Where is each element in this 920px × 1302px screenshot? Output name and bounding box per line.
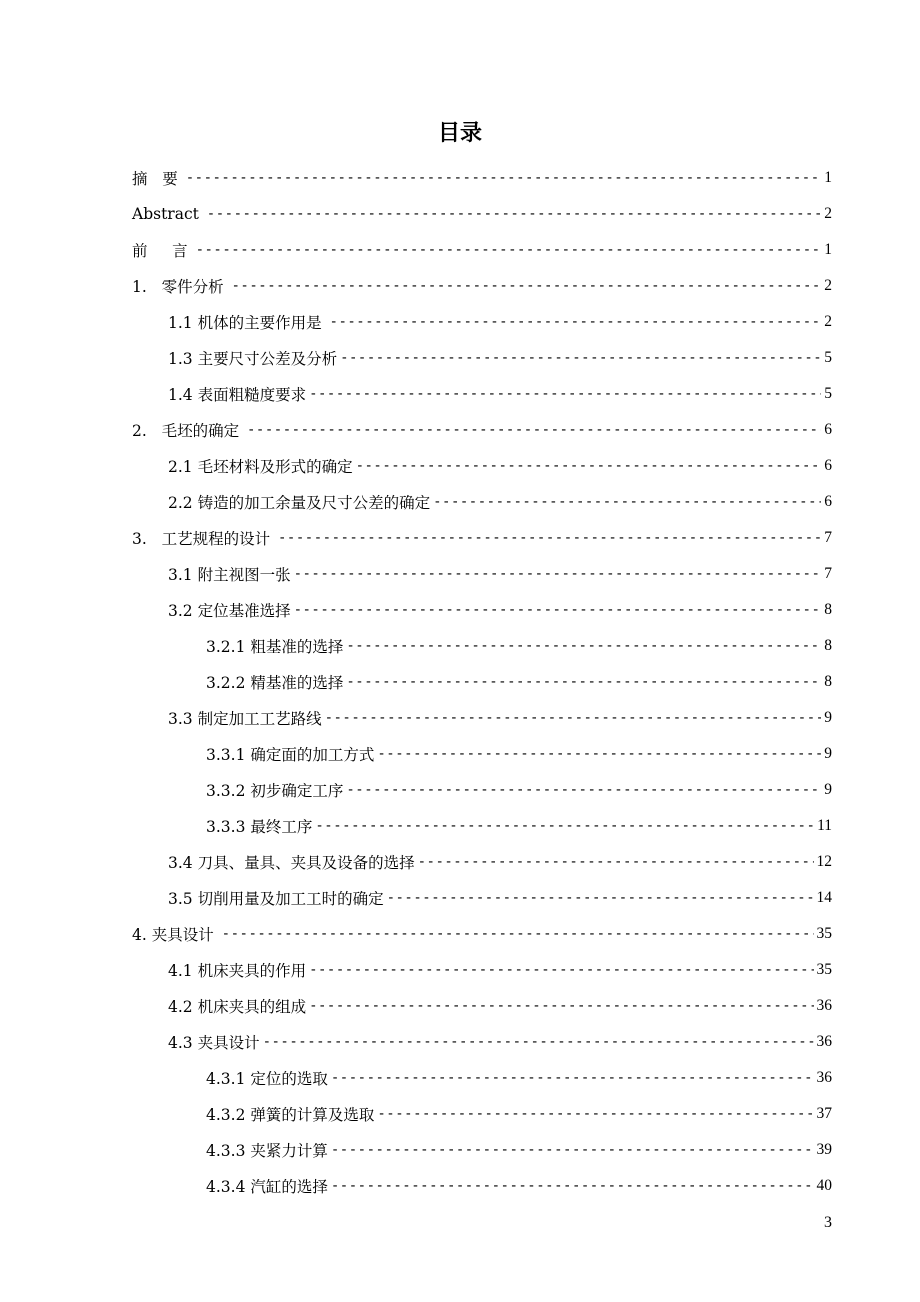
toc-entry-label: 4.3.3 夹紧力计算: [206, 1142, 328, 1160]
toc-entry[interactable]: [132, 272, 832, 300]
toc-entry-label: 4. 夹具设计: [132, 926, 219, 944]
toc-entry-page: 36: [816, 997, 832, 1014]
toc-leader-dashes: [315, 818, 814, 834]
toc-leader-dashes: [247, 422, 821, 438]
toc-entry-page: 12: [816, 853, 832, 870]
toc-entry-label: 1.4 表面粗糙度要求: [168, 386, 307, 404]
toc-entry-label: 3.3.3 最终工序: [206, 818, 313, 836]
toc-entry-label: 1. 零件分析: [132, 278, 229, 296]
toc-entry-label: 2. 毛坯的确定: [132, 422, 244, 440]
toc-entry[interactable]: [132, 920, 832, 948]
toc-leader-dashes: [186, 170, 822, 186]
toc-entry[interactable]: [168, 992, 832, 1020]
toc-entry[interactable]: [132, 416, 832, 444]
toc-leader-dashes: [377, 1106, 813, 1122]
toc-entry-page: 36: [816, 1033, 832, 1050]
toc-entry-label: 3.2 定位基准选择: [168, 602, 291, 620]
toc-entry-label: 3.3.2 初步确定工序: [206, 782, 344, 800]
toc-entry-page: 11: [817, 817, 832, 834]
toc-entry[interactable]: [168, 344, 832, 372]
toc-entry-page: 1: [824, 169, 832, 186]
toc-entry-label: Abstract: [132, 205, 204, 223]
toc-entry-page: 6: [824, 493, 832, 510]
toc-entry[interactable]: [168, 1028, 832, 1056]
toc-entry[interactable]: [206, 632, 832, 660]
toc-entry-label: 3.3.1 确定面的加工方式: [206, 746, 375, 764]
toc-entry[interactable]: [168, 560, 832, 588]
toc-leader-dashes: [309, 998, 813, 1014]
toc-entry[interactable]: [168, 308, 832, 336]
toc-leader-dashes: [418, 854, 814, 870]
toc-leader-dashes: [331, 1070, 814, 1086]
toc-entry-page: 8: [824, 673, 832, 690]
toc-entry-page: 5: [824, 385, 832, 402]
toc-leader-dashes: [433, 494, 821, 510]
toc-leader-dashes: [278, 530, 821, 546]
toc-entry-label: 3.5 切削用量及加工工时的确定: [168, 890, 384, 908]
toc-entry[interactable]: [206, 1172, 832, 1200]
toc-entry-page: 36: [816, 1069, 832, 1086]
toc-entry-page: 2: [824, 205, 832, 222]
toc-entry-label: 前 言: [132, 242, 193, 260]
toc-entry[interactable]: [206, 740, 832, 768]
page-number: 3: [824, 1214, 832, 1231]
toc-entry-label: 摘 要: [132, 170, 183, 188]
toc-leader-dashes: [340, 350, 821, 366]
toc-entry-label: 4.2 机床夹具的组成: [168, 998, 307, 1016]
toc-entry-page: 9: [824, 745, 832, 762]
toc-entry-label: 1.3 主要尺寸公差及分析: [168, 350, 338, 368]
toc-leader-dashes: [346, 782, 821, 798]
toc-leader-dashes: [331, 1142, 814, 1158]
toc-entry[interactable]: [168, 488, 832, 516]
toc-entry-label: 3. 工艺规程的设计: [132, 530, 275, 548]
toc-entry-page: 37: [816, 1105, 832, 1122]
toc-entry-page: 35: [816, 925, 832, 942]
toc-entry-label: 4.3.4 汽缸的选择: [206, 1178, 328, 1196]
toc-entry[interactable]: [206, 812, 832, 840]
toc-entry-page: 7: [824, 565, 832, 582]
toc-entry-page: 9: [824, 781, 832, 798]
toc-leader-dashes: [263, 1034, 814, 1050]
toc-entry-label: 3.3 制定加工工艺路线: [168, 710, 322, 728]
toc-leader-dashes: [377, 746, 821, 762]
toc-leader-dashes: [294, 602, 822, 618]
toc-title: 目录: [437, 121, 482, 146]
toc-entry-page: 7: [824, 529, 832, 546]
toc-leader-dashes: [346, 674, 821, 690]
toc-entry-page: 1: [824, 241, 832, 258]
toc-leader-dashes: [196, 242, 822, 258]
toc-entry[interactable]: [206, 1064, 832, 1092]
toc-entry-label: 2.1 毛坯材料及形式的确定: [168, 458, 353, 476]
toc-entry-page: 5: [824, 349, 832, 366]
toc-entry-page: 35: [816, 961, 832, 978]
toc-leader-dashes: [331, 1178, 814, 1194]
toc-entry-label: 4.3 夹具设计: [168, 1034, 260, 1052]
toc-leader-dashes: [325, 710, 822, 726]
toc-entry[interactable]: [168, 704, 832, 732]
toc-entry[interactable]: [168, 596, 832, 624]
toc-leader-dashes: [387, 890, 814, 906]
toc-leader-dashes: [309, 962, 813, 978]
toc-entry-label: 4.3.1 定位的选取: [206, 1070, 328, 1088]
toc-entry[interactable]: [206, 776, 832, 804]
toc-entry[interactable]: [132, 524, 832, 552]
toc-leader-dashes: [207, 206, 821, 222]
toc-entry-label: 3.2.2 精基准的选择: [206, 674, 344, 692]
toc-entry-page: 2: [824, 313, 832, 330]
toc-entry-page: 2: [824, 277, 832, 294]
toc-entry-page: 14: [816, 889, 832, 906]
toc-entry[interactable]: [168, 956, 832, 984]
toc-entry[interactable]: [168, 848, 832, 876]
toc-entry-label: 4.1 机床夹具的作用: [168, 962, 307, 980]
toc-entry-label: 3.1 附主视图一张: [168, 566, 291, 584]
toc-leader-dashes: [232, 278, 822, 294]
toc-entry[interactable]: [206, 1100, 832, 1128]
toc-entry-label: 1.1 机体的主要作用是: [168, 314, 327, 332]
toc-entry-page: 9: [824, 709, 832, 726]
toc-leader-dashes: [294, 566, 822, 582]
toc-entry-label: 3.2.1 粗基准的选择: [206, 638, 344, 656]
toc-entry[interactable]: [132, 164, 832, 192]
toc-entry-page: 6: [824, 421, 832, 438]
toc-entry[interactable]: [206, 1136, 832, 1164]
toc-leader-dashes: [330, 314, 822, 330]
toc-entry-page: 8: [824, 637, 832, 654]
toc-leader-dashes: [222, 926, 814, 942]
toc-entry[interactable]: [206, 668, 832, 696]
toc-entry-page: 8: [824, 601, 832, 618]
toc-entry[interactable]: [132, 236, 832, 264]
toc-entry[interactable]: [168, 380, 832, 408]
toc-entry-page: 40: [816, 1177, 832, 1194]
toc-entry[interactable]: [132, 200, 832, 228]
toc-leader-dashes: [309, 386, 821, 402]
toc-leader-dashes: [346, 638, 821, 654]
toc-entry-label: 2.2 铸造的加工余量及尺寸公差的确定: [168, 494, 431, 512]
toc-entry-page: 39: [816, 1141, 832, 1158]
toc-entry-page: 6: [824, 457, 832, 474]
toc-entry-label: 4.3.2 弹簧的计算及选取: [206, 1106, 375, 1124]
toc-leader-dashes: [356, 458, 822, 474]
toc-entry-label: 3.4 刀具、量具、夹具及设备的选择: [168, 854, 415, 872]
toc-entry[interactable]: [168, 884, 832, 912]
toc-entry[interactable]: [168, 452, 832, 480]
